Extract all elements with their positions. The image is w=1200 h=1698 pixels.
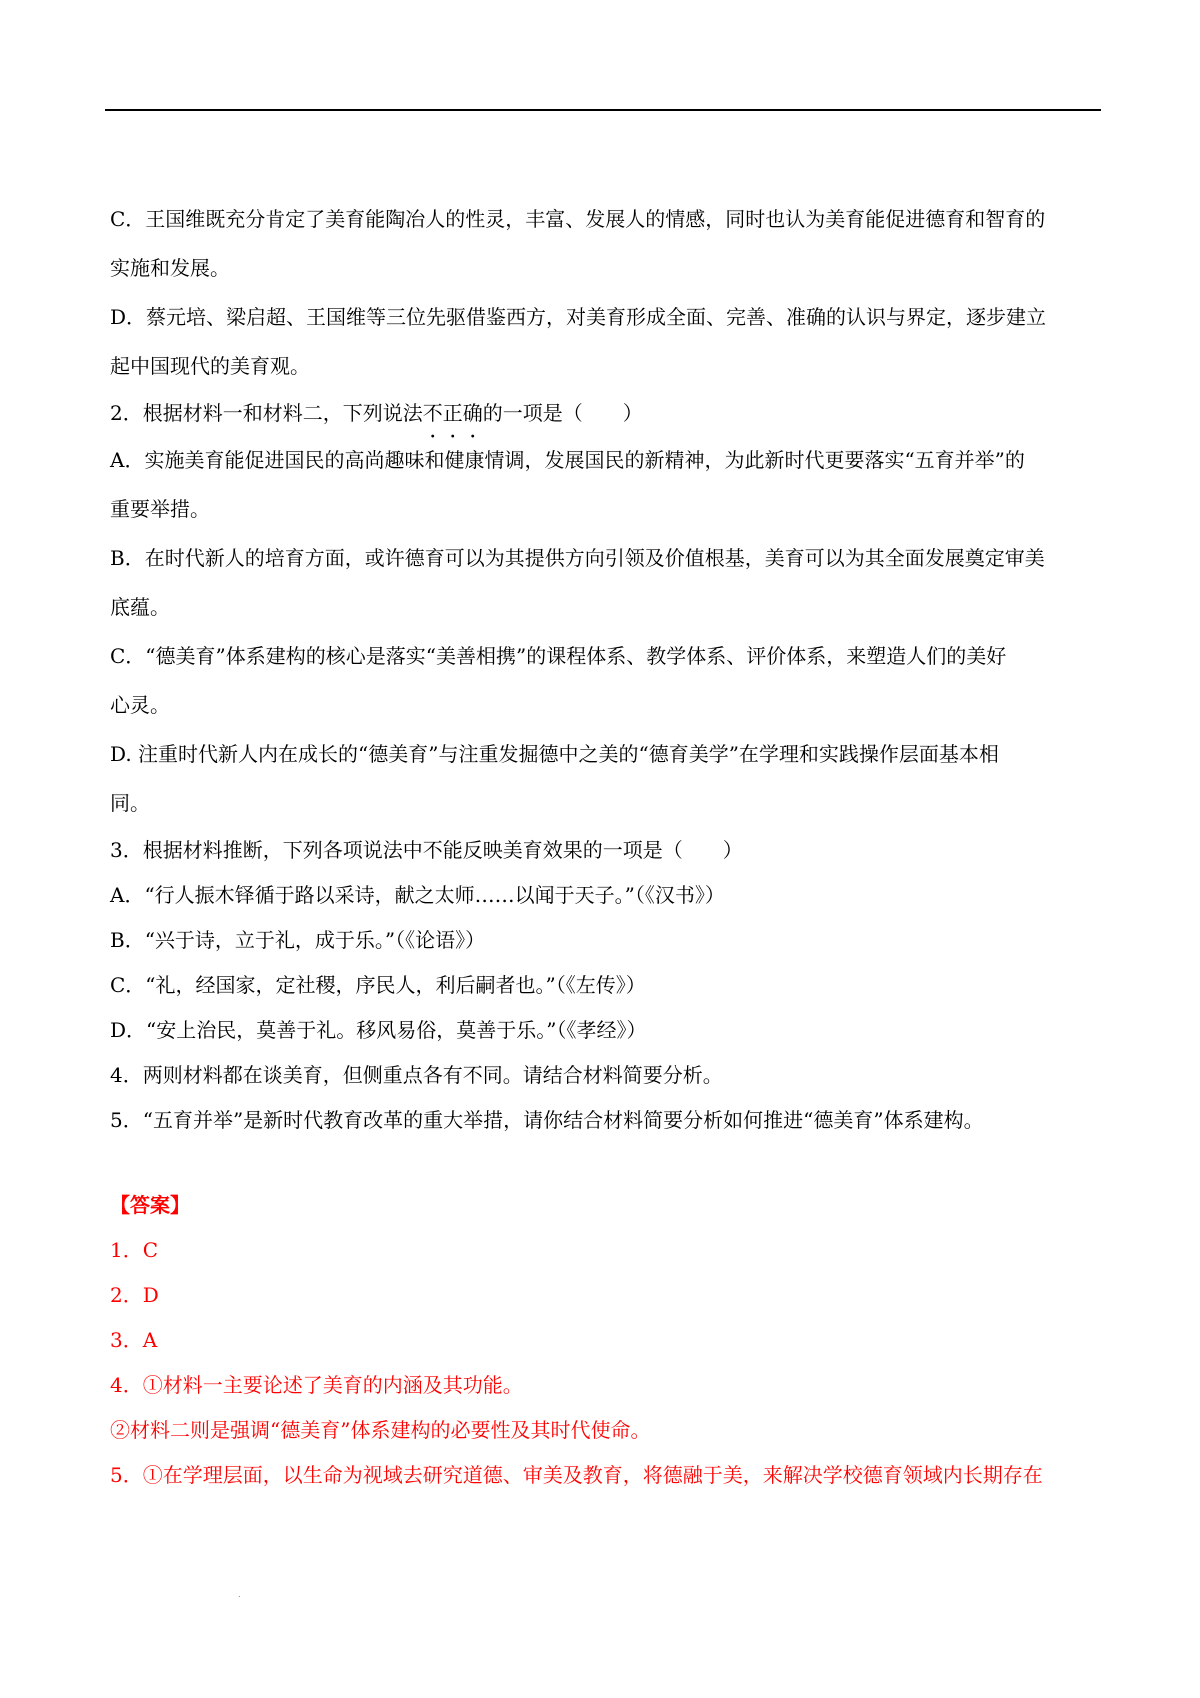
q2-option-c-line2: 心灵。	[110, 693, 170, 717]
q1-option-d-line1: D．蔡元培、梁启超、王国维等三位先驱借鉴西方，对美育形成全面、完善、准确的认识与界定，逐步建立	[110, 305, 1047, 329]
q3-option-d: D．“安上治民，莫善于礼。移风易俗，莫善于乐。”（《孝经》）	[110, 1018, 647, 1042]
q3-stem: 3．根据材料推断，下列各项说法中不能反映美育效果的一项是（ ）	[110, 838, 743, 862]
answer-4-line1: 4．①材料一主要论述了美育的内涵及其功能。	[110, 1373, 523, 1397]
q2-option-b-line1: B．在时代新人的培育方面，或许德育可以为其提供方向引领及价值根基，美育可以为其全面发展奠定审美	[110, 546, 1045, 570]
section-gap	[110, 1143, 1100, 1183]
q2-option-a-line2: 重要举措。	[110, 497, 210, 521]
stray-mark: .	[238, 1590, 241, 1599]
answer-4-line2: ②材料二则是强调“德美育”体系建构的必要性及其时代使命。	[110, 1418, 651, 1442]
q1-option-c-line1: C．王国维既充分肯定了美育能陶冶人的性灵，丰富、发展人的情感，同时也认为美育能促进德育和智育的	[110, 207, 1046, 231]
answer-2: 2．D	[110, 1283, 159, 1307]
q2-option-a-line1: A．实施美育能促进国民的高尚趣味和健康情调，发展国民的新精神，为此新时代更要落实“五育并举”的	[110, 448, 1025, 472]
answer-5-line1: 5．①在学理层面，以生命为视域去研究道德、审美及教育，将德融于美，来解决学校德育领域内长期存在	[110, 1463, 1043, 1487]
q2-stem-pre: 2．根据材料一和材料二，下列说法	[110, 401, 423, 425]
q2-option-c-line1: C．“德美育”体系建构的核心是落实“美善相携”的课程体系、教学体系、评价体系，来塑造人们的美好	[110, 644, 1007, 668]
emphasis-char-que: 确	[462, 401, 483, 425]
q2-stem	[110, 391, 1100, 436]
q3-option-a: A．“行人振木铎循于路以采诗，献之太师……以闻于天子。”（《汉书》）	[110, 883, 725, 907]
q2-stem-post: 的一项是（ ）	[482, 401, 643, 425]
q3-option-b: B．“兴于诗，立于礼，成于乐。”（《论语》）	[110, 928, 486, 952]
answers-heading: 【答案】	[110, 1193, 190, 1217]
q1-option-d-line2: 起中国现代的美育观。	[110, 354, 310, 378]
answer-1: 1．C	[110, 1238, 159, 1262]
q2-option-b-line2: 底蕴。	[110, 595, 170, 619]
header-rule	[105, 109, 1101, 111]
q2-option-d-line2: 同。	[110, 791, 150, 815]
document-body	[110, 195, 1100, 1498]
q1-option-c-line2: 实施和发展。	[110, 256, 230, 280]
emphasis-char-zheng: 正	[442, 401, 463, 425]
q2-option-d-line1: D. 注重时代新人内在成长的“德美育”与注重发掘德中之美的“德育美学”在学理和实践操作层面基本相	[110, 742, 999, 766]
answer-3: 3．A	[110, 1328, 158, 1352]
q4-stem: 4．两则材料都在谈美育，但侧重点各有不同。请结合材料简要分析。	[110, 1063, 723, 1087]
q3-option-c: C．“礼，经国家，定社稷，序民人，利后嗣者也。”（《左传》）	[110, 973, 646, 997]
q5-stem: 5．“五育并举”是新时代教育改革的重大举措，请你结合材料简要分析如何推进“德美育”体系建构。	[110, 1108, 984, 1132]
emphasis-char-bu: 不	[422, 401, 443, 425]
